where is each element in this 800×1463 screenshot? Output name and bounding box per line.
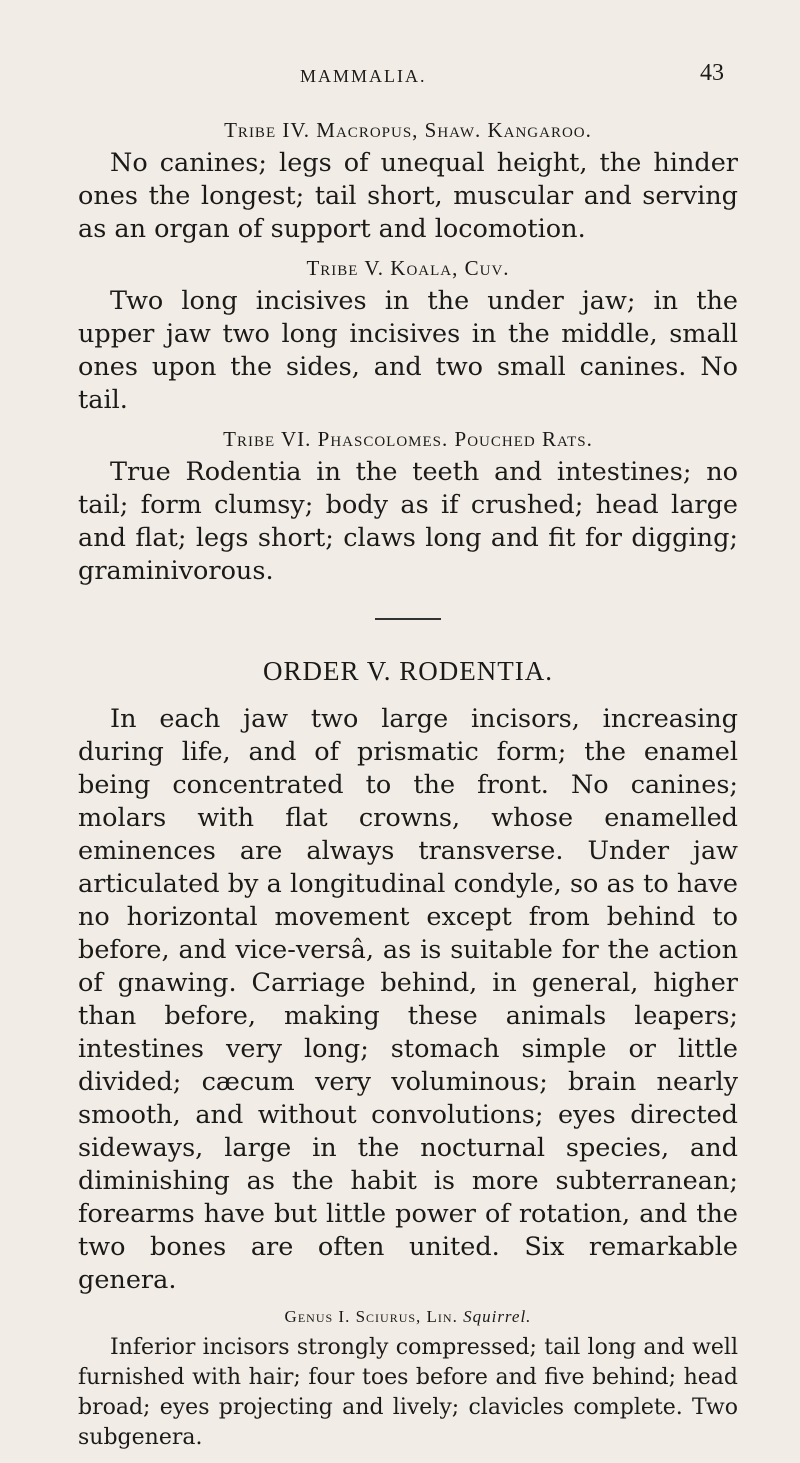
page-number: 43 bbox=[700, 60, 724, 86]
page-content bbox=[78, 112, 738, 1463]
section-divider bbox=[375, 618, 441, 620]
tribe-vi-heading: Tribe VI. Phascolomes. Pouched Rats. bbox=[223, 427, 593, 451]
order-v-title: ORDER V. RODENTIA. bbox=[262, 656, 554, 686]
genus-i-heading-main: Genus I. Sciurus, Lin. bbox=[284, 1307, 458, 1326]
running-title: MAMMALIA. bbox=[300, 66, 427, 86]
order-v-text: In each jaw two large incisors, increasing during life, and of prismatic form; the enamel being concentrated to the front. No canines; molars with flat crowns, whose enamelled eminences are always transverse. Under jaw articulated by a longitudinal condyle, so as to have no horizontal movement except from behind to before, and vice-versâ, as is suitable for the action of gnawing. Carriage behind, in general, higher than before, making these animals leapers; intestines very long; stomach simple or little divided; cæcum very voluminous; brain nearly smooth, and without convolutions; eyes directed sideways, large in the nocturnal species, and diminishing as the habit is more subterranean; forearms have but little power of rotation, and the two bones are often united. Six remarkable genera. bbox=[78, 704, 738, 1295]
tribe-v-text: Two long incisives in the under jaw; in the upper jaw two long incisives in the middle, small ones upon the sides, and two small canines. No tail. bbox=[78, 286, 738, 415]
tribe-v-heading: Tribe V. Koala, Cuv. bbox=[306, 256, 510, 280]
running-head bbox=[0, 60, 800, 90]
genus-i-heading-common-name: Squirrel. bbox=[463, 1307, 532, 1326]
genus-i-heading bbox=[78, 1307, 738, 1327]
tribe-iv-heading: Tribe IV. Macropus, Shaw. Kangaroo. bbox=[224, 118, 592, 142]
tribe-iv-text: No canines; legs of unequal height, the hinder ones the longest; tail short, muscular and serving as an organ of support and locomotion. bbox=[78, 148, 738, 244]
tribe-vi-text: True Rodentia in the teeth and intestines; no tail; form clumsy; body as if crushed; head large and flat; legs short; claws long and fit for digging; graminivorous. bbox=[78, 457, 738, 586]
genus-i-text: Inferior incisors strongly compressed; tail long and well furnished with hair; four toes before and five behind; head broad; eyes projecting and lively; clavicles complete. Two subgenera. bbox=[78, 1335, 738, 1450]
